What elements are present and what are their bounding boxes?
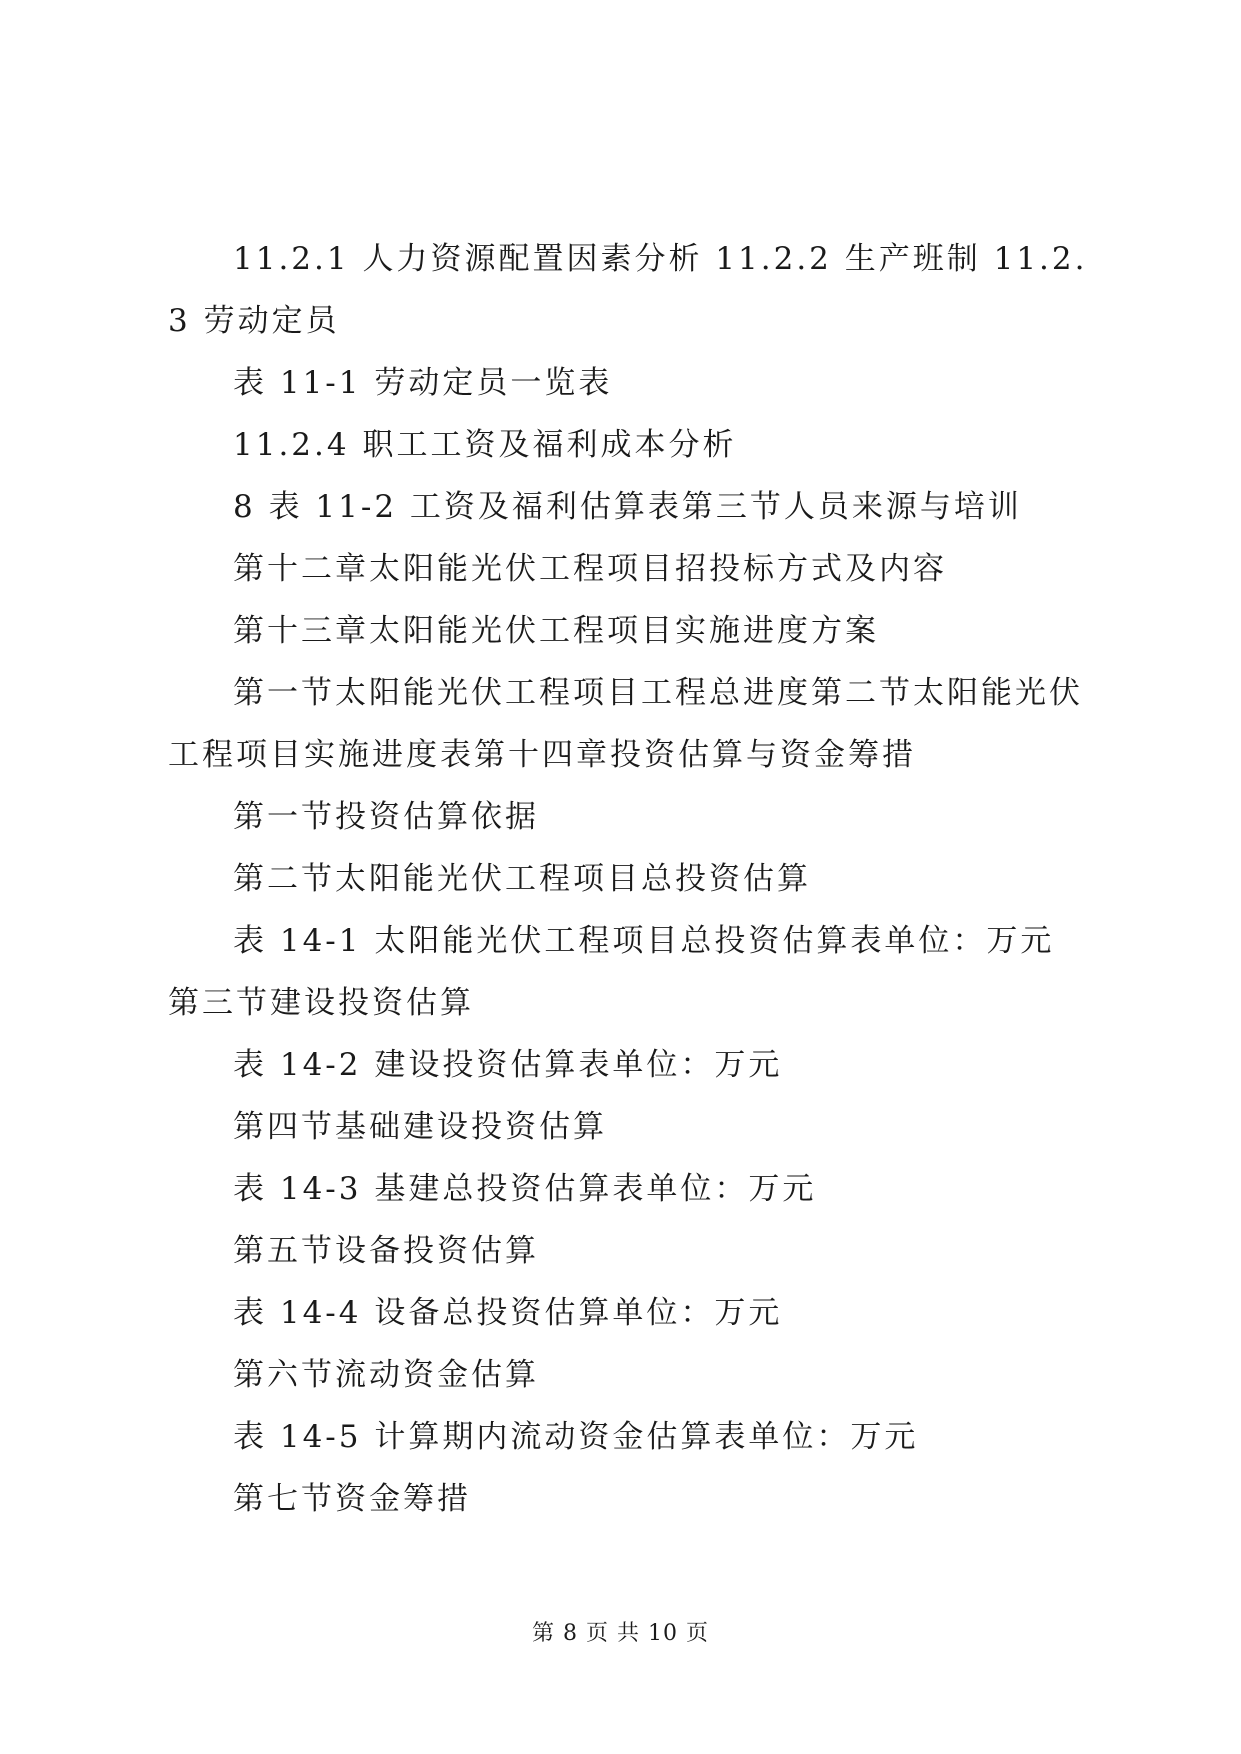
paragraph: 第六节流动资金估算 — [233, 1357, 539, 1393]
paragraph: 第五节设备投资估算 — [233, 1233, 539, 1269]
paragraph: 第十二章太阳能光伏工程项目招投标方式及内容 — [233, 551, 947, 587]
paragraph: 第一节投资估算依据 — [233, 799, 539, 835]
paragraph: 表 14-5 计算期内流动资金估算表单位：万元 — [233, 1419, 919, 1455]
paragraph: 11.2.4 职工工资及福利成本分析 — [233, 427, 737, 463]
paragraph: 表 14-2 建设投资估算表单位：万元 — [233, 1047, 783, 1083]
paragraph: 表 14-4 设备总投资估算单位：万元 — [233, 1295, 783, 1331]
paragraph: 第一节太阳能光伏工程项目工程总进度第二节太阳能光伏工程项目实施进度表第十四章投资估算与资金筹措 — [168, 675, 1083, 773]
paragraph: 表 11-1 劳动定员一览表 — [233, 365, 613, 401]
paragraph: 表 14-1 太阳能光伏工程项目总投资估算表单位：万元第三节建设投资估算 — [168, 923, 1055, 1021]
paragraph: 8 表 11-2 工资及福利估算表第三节人员来源与培训 — [233, 489, 1022, 525]
body-text — [168, 228, 1088, 1530]
page-number-footer: 第 8 页 共 10 页 — [532, 1621, 709, 1646]
paragraph: 表 14-3 基建总投资估算表单位：万元 — [233, 1171, 817, 1207]
paragraph: 第二节太阳能光伏工程项目总投资估算 — [233, 861, 811, 897]
paragraph: 第十三章太阳能光伏工程项目实施进度方案 — [233, 613, 879, 649]
paragraph: 第四节基础建设投资估算 — [233, 1109, 607, 1145]
paragraph: 第七节资金筹措 — [233, 1481, 471, 1517]
paragraph: 11.2.1 人力资源配置因素分析 11.2.2 生产班制 11.2.3 劳动定员 — [168, 241, 1088, 339]
